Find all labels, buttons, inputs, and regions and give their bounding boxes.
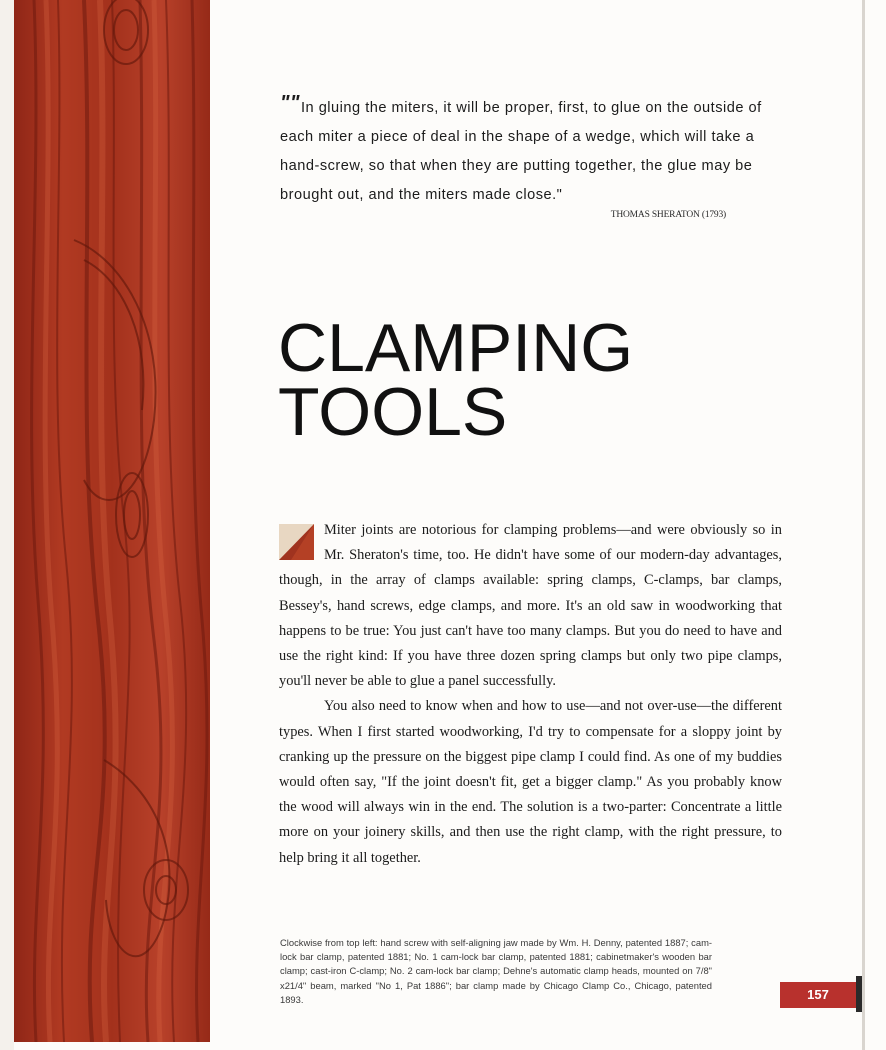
epigraph-quote: [280, 92, 790, 210]
epigraph-attribution: THOMAS SHERATON (1793): [610, 210, 726, 220]
chapter-body: [279, 518, 782, 871]
page-number: 157: [780, 982, 856, 1008]
wood-grain-texture: [14, 0, 210, 1042]
chapter-title-line-2: TOOLS: [278, 374, 508, 450]
epigraph-text: In gluing the miters, it will be proper, first, to glue on the outside of each miter a piece of deal in the shape of a wedge, which will take a hand-screw, so that when they are putting together, the glue may be brought out, and the miters made close.": [280, 100, 762, 203]
chapter-title-line-1: CLAMPING: [278, 310, 634, 386]
chapter-title: [278, 310, 634, 450]
body-paragraph-2: You also need to know when and how to use—and not over-use—the different types. When I first started woodworking, I'd try to compensate for a sloppy joint by cranking up the pressure on the biggest pipe clamp I could find. As one of my buddies would often say, "If the joint doesn't fit, get a bigger clamp." As you probably know the wood will always win in the end. The solution is a two-parter: Concentrate a little more on your joinery skills, and then use the right clamp, with the right pressure, to help bring it all together.: [279, 698, 782, 866]
wood-grain-image: [14, 0, 210, 1042]
photo-caption: Clockwise from top left: hand screw with self-aligning jaw made by Wm. H. Denny, patented 1887; cam-lock bar clamp, patented 1881; No. 1 cam-lock bar clamp, patented 1881; cabinetmaker's wooden bar clamp; cast-iron C-clamp; No. 2 cam-lock bar clamp; Dehne's automatic clamp heads, mounted on 7/8" x21/4" beam, marked "No 1, Pat 1886"; bar clamp made by Chicago Clamp Co., Chicago, patented 1893.: [280, 937, 712, 1005]
page-edge: [862, 0, 865, 1050]
page-number-tab: [856, 976, 862, 1012]
body-paragraph-1: Miter joints are notorious for clamping problems—and were obviously so in Mr. Sheraton's time, too. He didn't have some of our modern-day advantages, though, in the array of clamps available: spring clamps, C-clamps, bar clamps, Bessey's, hand screws, edge clamps, and more. It's an old saw in woodworking that happens to be true: You just can't have too many clamps. But you do need to have and use the right kind: If you have three dozen spring clamps but only two pipe clamps, you'll never be able to glue a panel successfully.: [279, 522, 782, 690]
quote-mark: "": [280, 92, 300, 114]
page-gutter: [0, 0, 14, 1050]
dropcap-ornament: [279, 524, 314, 560]
